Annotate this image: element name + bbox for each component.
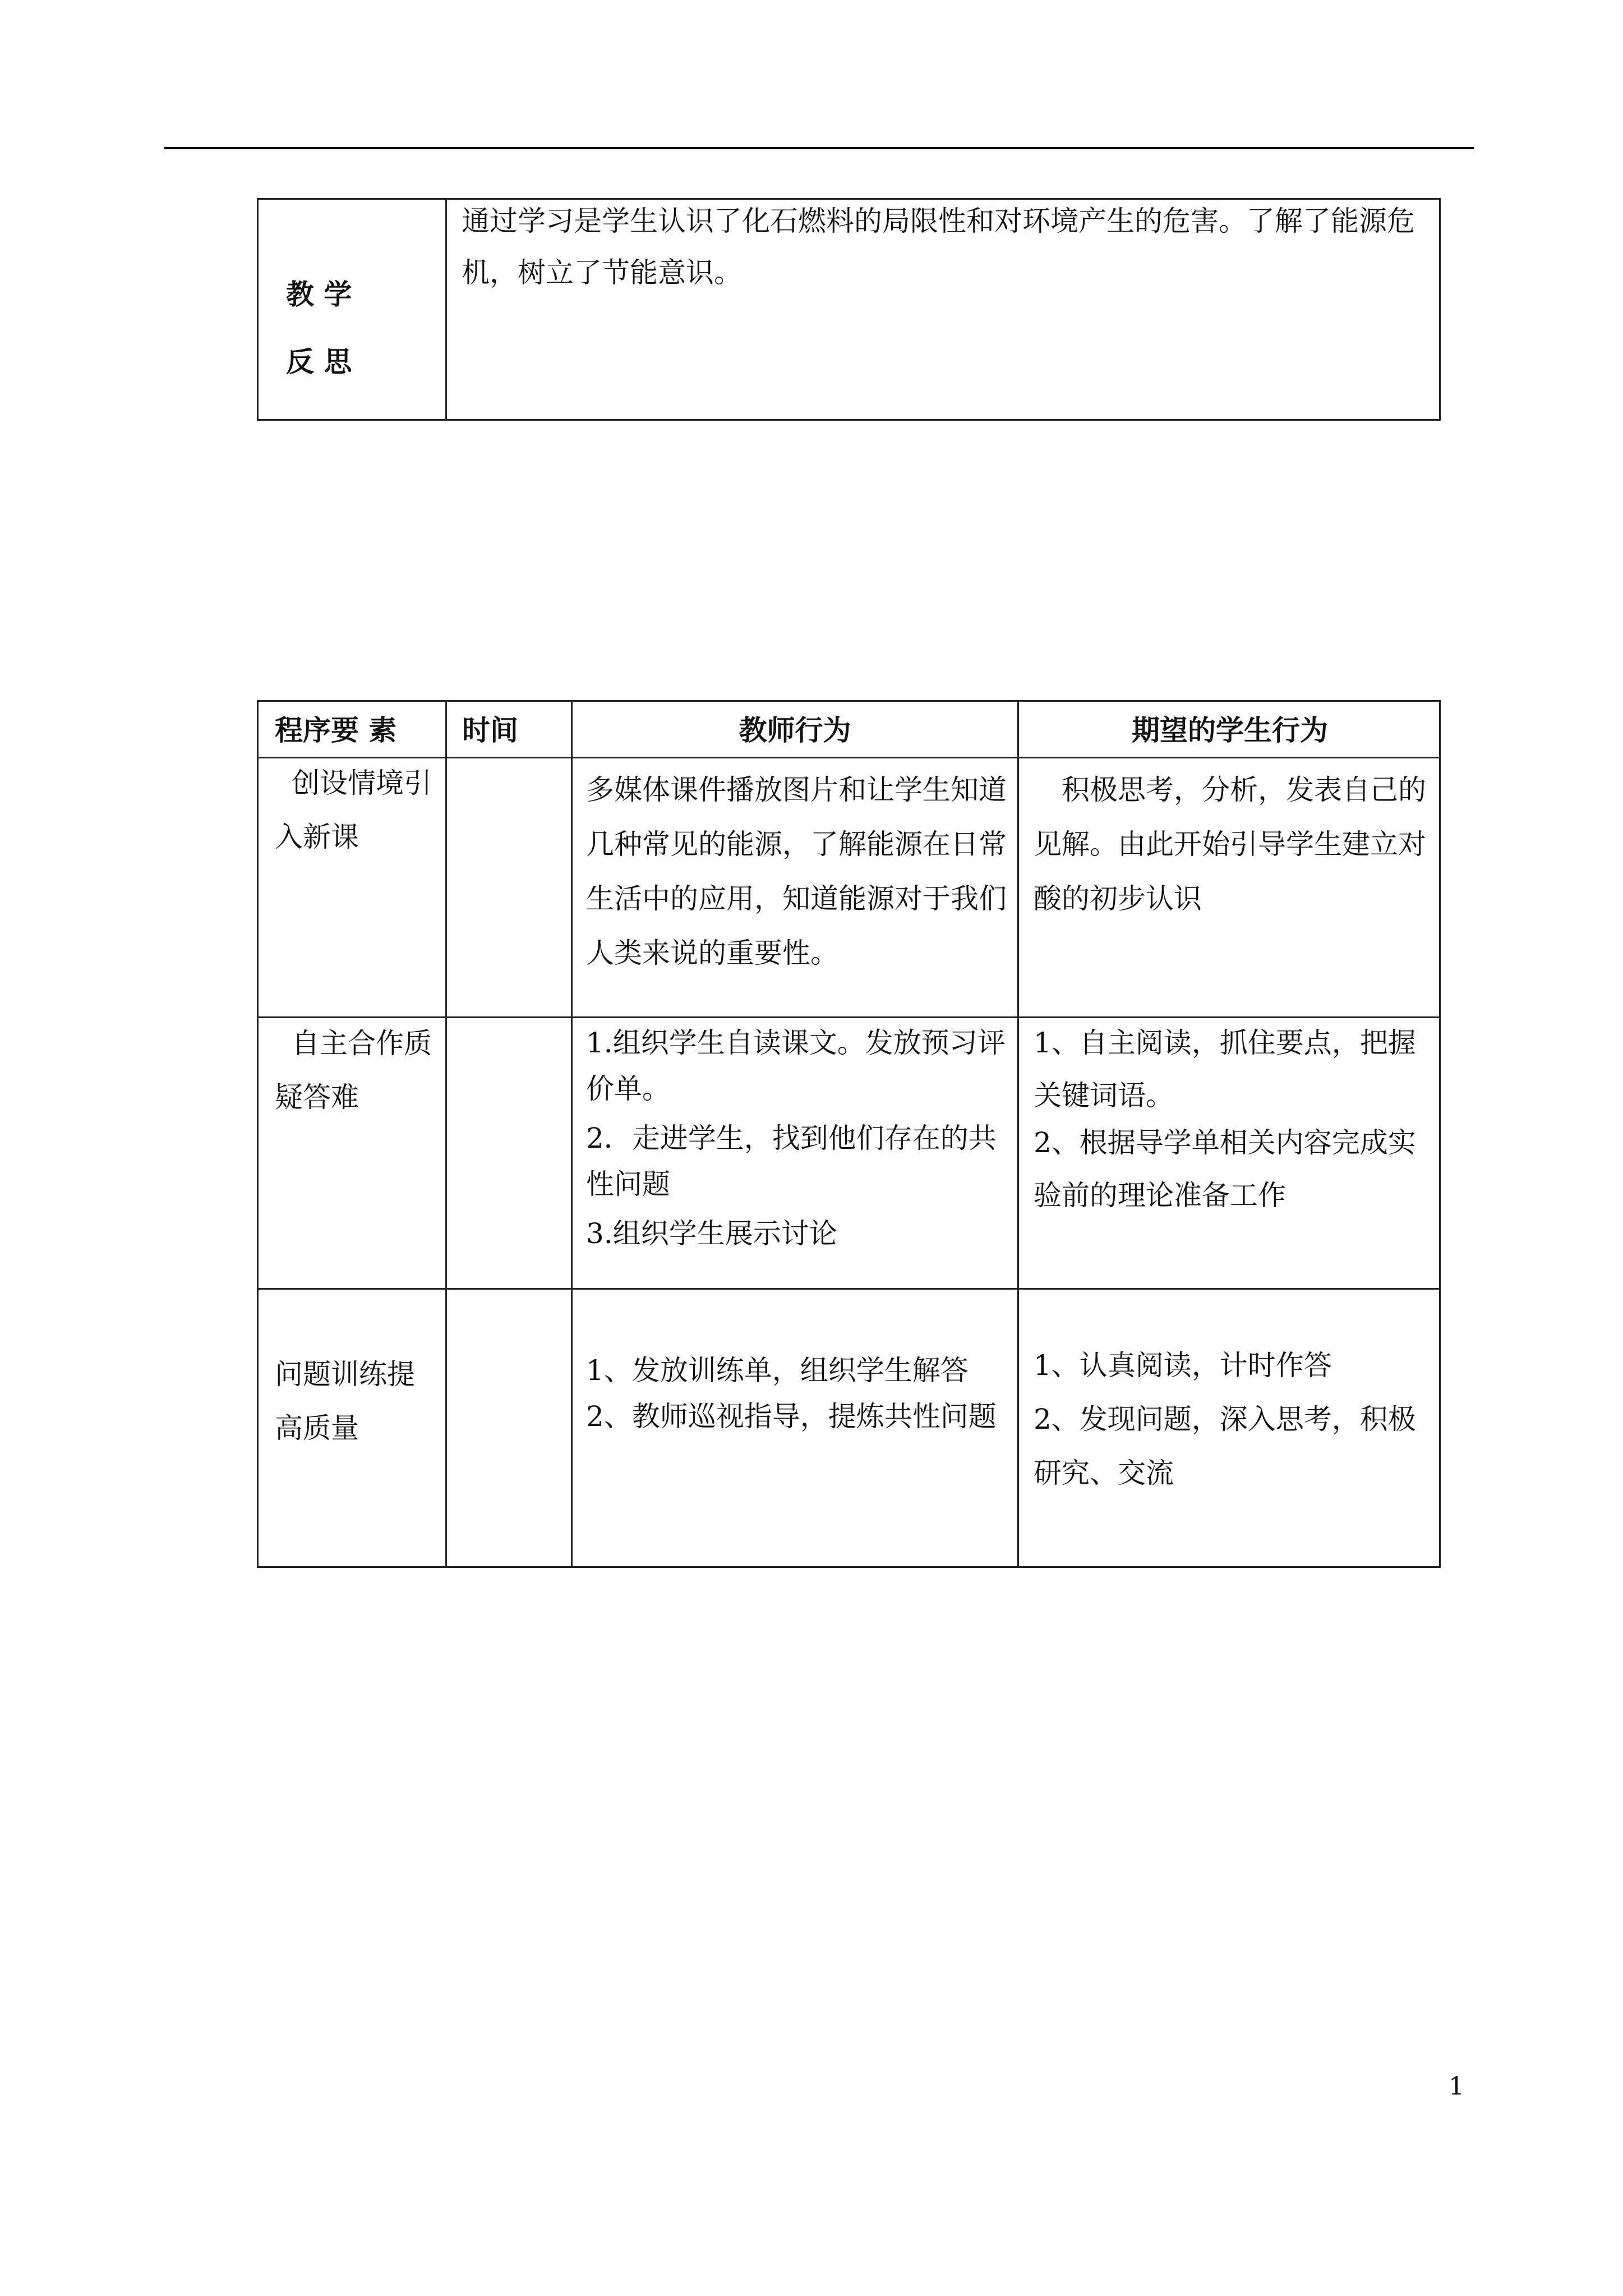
reflection-label-line1: 教 学 <box>286 278 352 311</box>
header-stage: 程序要 素 <box>275 714 397 747</box>
row2-teacher-item-3: 3.组织学生展示讨论 <box>586 1217 837 1250</box>
page-number: 1 <box>1449 2072 1464 2101</box>
row3-teacher <box>586 1347 1007 1439</box>
row2-stage: 自主合作质疑答难 <box>275 1027 432 1114</box>
row1-teacher: 多媒体课件播放图片和让学生知道几种常见的能源，了解能源在日常生活中的应用，知道能源对于我们人类来说的重要性。 <box>586 774 1007 969</box>
row3-student-item-2: 2、发现问题，深入思考，积极研究、交流 <box>1034 1403 1416 1489</box>
reflection-label-line2: 反 思 <box>286 345 352 378</box>
row3-teacher-item-2: 2、教师巡视指导，提炼共性问题 <box>586 1400 997 1433</box>
row2-student-item-2: 2、根据导学单相关内容完成实验前的理论准备工作 <box>1034 1126 1416 1212</box>
row1-stage: 创设情境引入新课 <box>275 767 432 853</box>
header-time: 时间 <box>462 714 518 747</box>
row3-teacher-item-1: 1、发放训练单，组织学生解答 <box>586 1354 969 1387</box>
col-divider-1 <box>445 700 447 1568</box>
row-divider-2 <box>257 1288 1441 1290</box>
reflection-divider <box>445 198 447 421</box>
row1-student: 积极思考，分析，发表自己的见解。由此开始引导学生建立对酸的初步认识 <box>1034 774 1426 915</box>
row2-student-item-1: 1、自主阅读，抓住要点，把握关键词语。 <box>1034 1027 1416 1112</box>
col-divider-3 <box>1017 700 1019 1568</box>
reflection-label <box>286 261 398 395</box>
row3-student-item-1: 1、认真阅读，计时作答 <box>1034 1349 1332 1382</box>
reflection-text: 通过学习是学生认识了化石燃料的局限性和对环境产生的危害。了解了能源危机，树立了节能意识。 <box>462 205 1415 289</box>
row3-student <box>1034 1338 1432 1500</box>
header-rule <box>164 147 1474 149</box>
row2-teacher <box>586 1020 1007 1257</box>
header-teacher: 教师行为 <box>739 714 851 747</box>
header-student: 期望的学生行为 <box>1132 714 1328 747</box>
row3-stage: 问题训练提高质量 <box>275 1358 415 1444</box>
row2-teacher-item-1: 1.组织学生自读课文。发放预习评价单。 <box>586 1027 1006 1105</box>
row2-teacher-item-2: 2．走进学生，找到他们存在的共性问题 <box>586 1122 997 1200</box>
row2-student <box>1034 1016 1432 1222</box>
col-divider-2 <box>571 700 573 1568</box>
